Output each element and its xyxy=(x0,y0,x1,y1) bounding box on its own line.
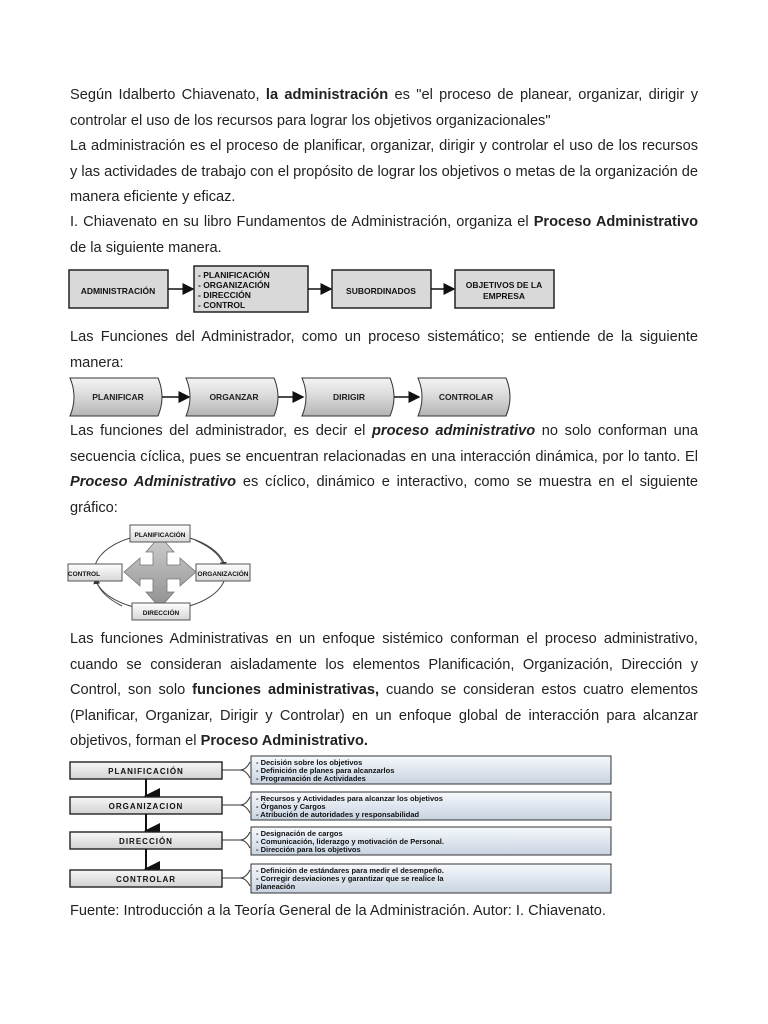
chiavenato-paragraph xyxy=(70,210,698,261)
detail-4-line-3: planeación xyxy=(256,882,296,891)
label-organizacion: ORGANIZACION xyxy=(108,802,184,811)
label-direccion: DIRECCIÓN xyxy=(119,837,173,846)
connector-1 xyxy=(222,762,250,778)
cycle-label-bottom: DIRECCIÓN xyxy=(142,610,180,617)
detail-4-line-1: - Definición de estándares para medir el desempeño. xyxy=(256,866,444,875)
detail-1-line-3: - Programación de Actividades xyxy=(256,774,366,783)
systemic-bold-1: funciones administrativas, xyxy=(192,682,380,698)
function-organizacion: - ORGANIZACIÓN xyxy=(198,280,270,290)
label-planificacion: PLANIFICACIÓN xyxy=(108,767,184,776)
chiavenato-text-c: de la siguiente manera. xyxy=(70,239,222,256)
functions-paragraph: Las Funciones del Administrador, como un proceso sistemático; se entiende de la siguiente manera: xyxy=(70,329,698,371)
cycle-label-top: PLANIFICACIÓN xyxy=(134,532,186,539)
detail-4-line-2: - Corregir desviaciones y garantizar que se realice la xyxy=(256,874,444,883)
cyclic-bold-1: proceso administrativo xyxy=(371,423,536,439)
subordinados-label: SUBORDINADOS xyxy=(346,286,416,296)
four-way-arrow-icon xyxy=(124,536,196,608)
detail-3-line-3: - Dirección para los objetivos xyxy=(256,845,361,854)
cyclic-bold-2: Proceso Administrativo xyxy=(70,474,237,490)
function-planificacion: - PLANIFICACIÓN xyxy=(198,270,270,280)
function-control: - CONTROL xyxy=(198,300,246,310)
chiavenato-text-a: I. Chiavenato en su libro Fundamentos de Administración, organiza el xyxy=(70,214,534,230)
connector-2 xyxy=(222,797,250,813)
detail-3-line-1: - Designación de cargos xyxy=(256,829,343,838)
systemic-bold-2: Proceso Administrativo. xyxy=(200,733,368,749)
detail-1-line-1: - Decisión sobre los objetivos xyxy=(256,758,363,767)
step-controlar-label: CONTROLAR xyxy=(438,392,494,402)
detail-2-line-1: - Recursos y Actividades para alcanzar los objetivos xyxy=(256,794,443,803)
systemic-text-a: Las funciones Administrativas en un enfoque sistémico conforman el proceso administrativo, cuando se consideran aisladamente los elementos Planificación, Organización, Dirección y Control, son solo xyxy=(70,631,698,698)
function-direccion: - DIRECCIÓN xyxy=(198,290,251,300)
administracion-label: ADMINISTRACIÓN xyxy=(80,286,156,296)
chiavenato-bold: Proceso Administrativo xyxy=(533,214,698,230)
cyclic-text-c: no solo conforman una secuencia cíclica, pues se encuentran relacionadas en una interacción dinámica, por lo tanto. El xyxy=(70,423,698,465)
cycle-label-right: ORGANIZACIÓN xyxy=(197,571,249,578)
cycle-label-left: CONTROL xyxy=(67,571,101,578)
detail-2-line-2: - Órganos y Cargos xyxy=(256,802,326,811)
detail-1-line-2: - Definición de planes para alcanzarlos xyxy=(256,766,395,775)
functions-sequence-diagram xyxy=(0,375,768,419)
systemic-text-c: cuando se consideran estos cuatro elementos (Planificar, Organizar, Dirigir y Controlar) en un enfoque global de interacción para alcanzar objetivos, forman el xyxy=(70,682,698,749)
cyclic-text-e: es cíclico, dinámico e interactivo, como se muestra en el siguiente gráfico: xyxy=(70,474,698,516)
detail-2-line-3: - Atribución de autoridades y responsabilidad xyxy=(256,810,420,819)
process-diagram xyxy=(0,264,768,316)
step-planificar-label: PLANIFICAR xyxy=(92,392,144,402)
functions-detail-diagram xyxy=(0,754,768,896)
connector-3 xyxy=(222,832,250,848)
connector-4 xyxy=(222,870,250,886)
intro-text-c: es "el proceso de planear, organizar, dirigir y controlar el uso de los recursos para lograr los objetivos organizacionales" xyxy=(70,87,698,129)
intro-bold: la administración xyxy=(265,87,389,103)
source-citation: Fuente: Introducción a la Teoría General de la Administración. Autor: I. Chiavenato. xyxy=(70,903,606,919)
step-dirigir-label: DIRIGIR xyxy=(332,392,366,402)
label-controlar: CONTROLAR xyxy=(115,875,177,884)
definition-paragraph: La administración es el proceso de planificar, organizar, dirigir y controlar el uso de los recursos y las actividades de trabajo con el propósito de lograr los objetivos o metas de la organización de manera eficiente y eficaz. xyxy=(70,138,698,205)
cycle-diagram xyxy=(0,522,768,622)
detail-3-line-2: - Comunicación, liderazgo y motivación de Personal. xyxy=(256,837,444,846)
objetivos-label-2: EMPRESA xyxy=(482,291,526,301)
systemic-paragraph xyxy=(70,627,698,755)
cyclic-paragraph xyxy=(70,419,698,521)
step-organizar-label: ORGANZAR xyxy=(209,392,259,402)
intro-text-a: Según Idalberto Chiavenato, xyxy=(70,87,266,103)
objetivos-label-1: OBJETIVOS DE LA xyxy=(465,280,543,290)
intro-paragraph xyxy=(70,83,698,134)
cyclic-text-a: Las funciones del administrador, es decir el xyxy=(70,423,372,439)
